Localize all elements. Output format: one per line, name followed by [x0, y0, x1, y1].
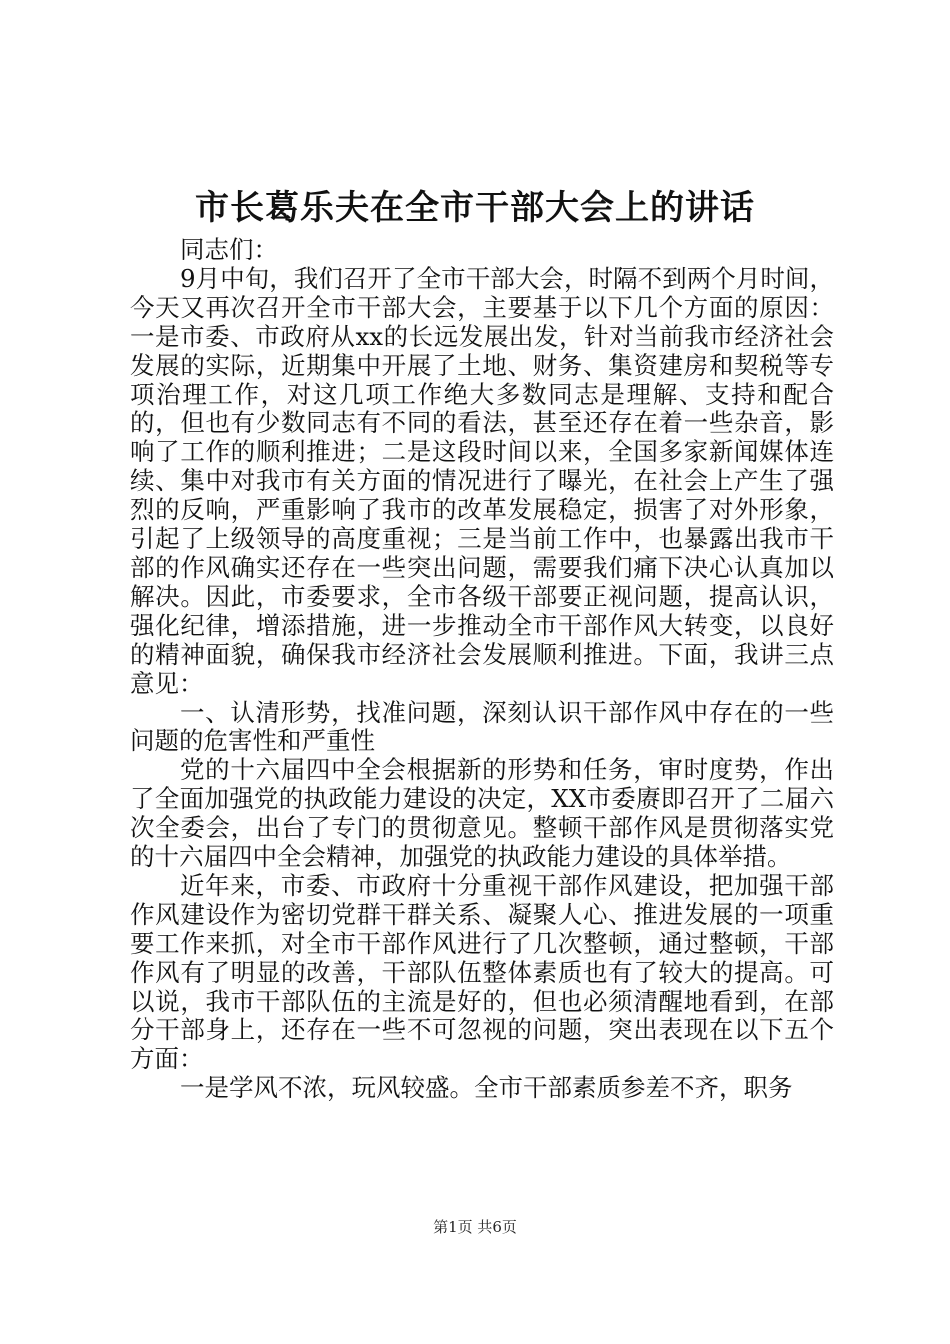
salutation: 同志们：: [180, 235, 278, 264]
document-title: 市长葛乐夫在全市干部大会上的讲话: [195, 188, 755, 228]
paragraph: 9月中旬，我们召开了全市干部大会，时隔不到两个月时间，今天又再次召开全市干部大会，主要基于以下几个方面的原因：一是市委、市政府从xx的长远发展出发，针对当前我市经济社会发展的实际，近期集中开展了土地、财务、集资建房和契税等专项治理工作，对这几项工作绝大多数同志是理解、支持和配合的，但也有少数同志有不同的看法，甚至还存在着一些杂音，影响了工作的顺利推进；二是这段时间以来，全国多家新闻媒体连续、集中对我市有关方面的情况进行了曝光，在社会上产生了强烈的反响，严重影响了我市的改革发展稳定，损害了对外形象，引起了上级领导的高度重视；三是当前工作中，也暴露出我市干部的作风确实还存在一些突出问题，需要我们痛下决心认真加以解决。因此，市委要求，全市各级干部要正视问题，提高认识，强化纪律，增添措施，进一步推动全市干部作风大转变，以良好的精神面貌，确保我市经济社会发展顺利推进。下面，我讲三点意见：: [130, 263, 834, 698]
section-heading: 一、认清形势，找准问题，深刻认识干部作风中存在的一些问题的危害性和严重性: [130, 697, 834, 756]
paragraph: 党的十六届四中全会根据新的形势和任务，审时度势，作出了全面加强党的执政能力建设的决定，XX市委赓即召开了二届六次全委会，出台了专门的贯彻意见。整顿干部作风是贯彻落实党的十六届四中全会精神，加强党的执政能力建设的具体举措。: [130, 755, 834, 872]
page-footer: 第1页 共6页: [433, 1218, 517, 1236]
document-body: [130, 236, 834, 1103]
paragraph: 近年来，市委、市政府十分重视干部作风建设，把加强干部作风建设作为密切党群干群关系、凝聚人心、推进发展的一项重要工作来抓，对全市干部作风进行了几次整顿，通过整顿，干部作风有了明显的改善，干部队伍整体素质也有了较大的提高。可以说，我市干部队伍的主流是好的，但也必须清醒地看到，在部分干部身上，还存在一些不可忽视的问题，突出表现在以下五个方面：: [130, 870, 834, 1074]
paragraph: 一是学风不浓，玩风较盛。全市干部素质参差不齐，职务: [180, 1073, 793, 1103]
